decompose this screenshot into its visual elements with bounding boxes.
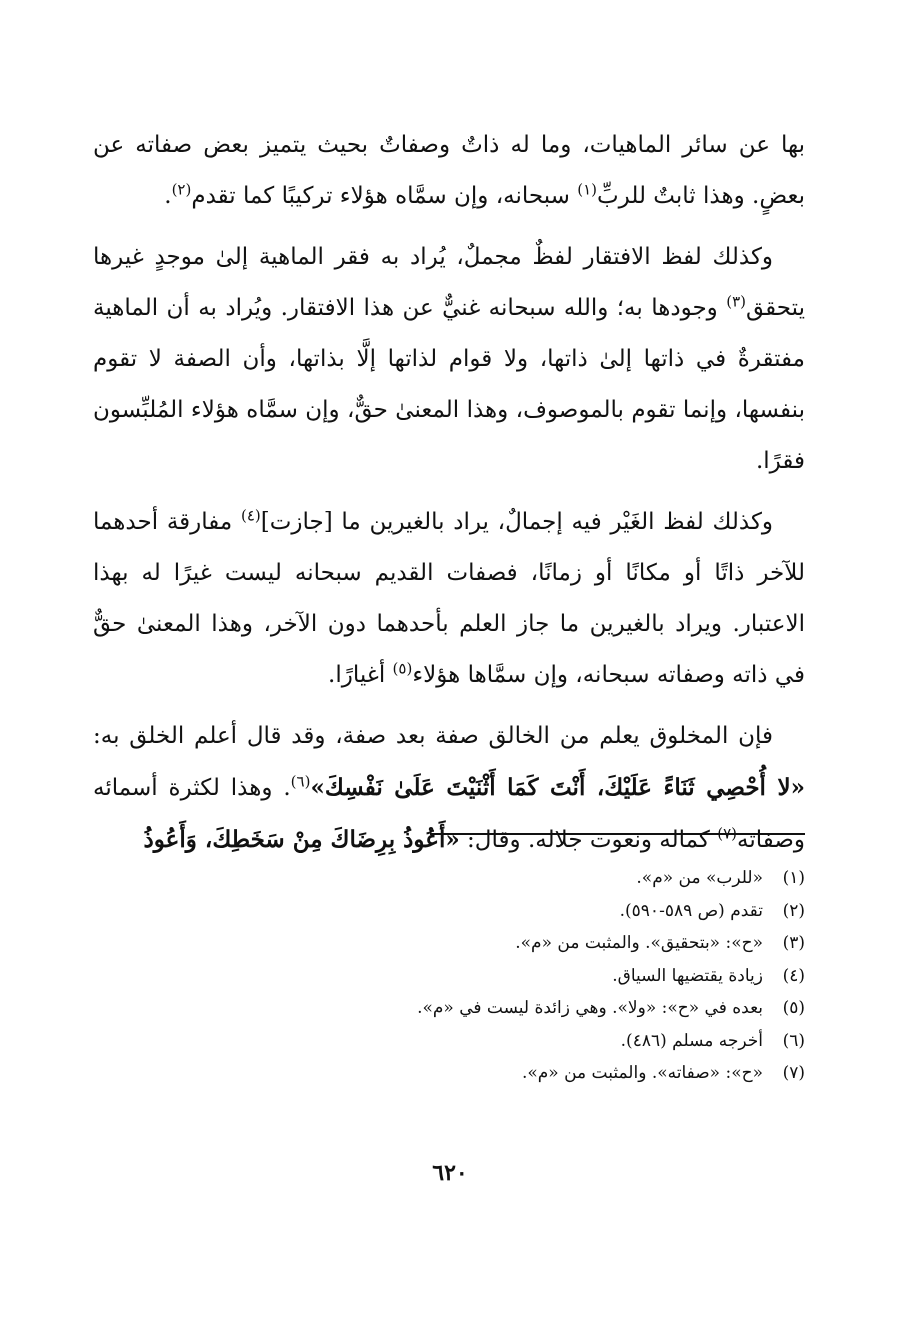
footnote-ref-6[interactable]: (٦) xyxy=(290,772,311,791)
paragraph-4-text: فإن المخلوق يعلم من الخالق صفة بعد صفة، وقد قال أعلم الخلق به: xyxy=(93,723,773,749)
footnote-ref-3[interactable]: (٣) xyxy=(726,292,746,311)
footnote-ref-7[interactable]: (٧) xyxy=(717,824,737,843)
footnote-item xyxy=(93,1057,805,1090)
hadith-quote-1: «لا أُحْصِي ثَنَاءً عَلَيْكَ، أَنْتَ كَمَا أَثْنَيْتَ عَلَىٰ نَفْسِكَ» xyxy=(310,774,805,801)
footnote-ref-5[interactable]: (٥) xyxy=(392,659,413,678)
paragraph-4 xyxy=(93,711,805,866)
paragraph-3-text-cont: مفارقة أحدهما للآخر ذاتًا أو مكانًا أو زمانًا، فصفات القديم سبحانه ليست غيرًا له بهذا الاعتبار. ويراد بالغيرين ما جاز العلم بأحدهما دون الآخر، وهذا المعنىٰ حقٌّ في ذاته وصفاته سبحانه، وإن سمَّاها هؤلاء xyxy=(93,509,805,688)
footnote-number: (٥) xyxy=(782,998,805,1018)
footnote-text: «ح»: «بتحقيق». والمثبت من «م». xyxy=(515,933,763,953)
paragraph-2 xyxy=(93,232,805,487)
paragraph-1-end: . xyxy=(164,183,172,209)
footnote-ref-1[interactable]: (١) xyxy=(577,180,598,199)
footnote-number: (١) xyxy=(782,868,805,888)
footnote-ref-2[interactable]: (٢) xyxy=(171,180,192,199)
footnote-ref-4[interactable]: (٤) xyxy=(240,506,261,525)
footnote-text: «للرب» من «م». xyxy=(636,868,763,888)
footnote-number: (٢) xyxy=(782,900,805,921)
footnote-item xyxy=(93,927,805,960)
footnote-text: زيادة يقتضيها السياق. xyxy=(612,965,763,986)
paragraph-3-end: أغيارًا. xyxy=(328,662,393,688)
footnote-item xyxy=(93,862,805,895)
paragraph-3-text: وكذلك لفظ الغَيْر فيه إجمالٌ، يراد بالغيرين ما [جازت] xyxy=(260,509,773,535)
main-text xyxy=(93,120,805,876)
paragraph-4-text-cont-2: كماله ونعوت جلاله. وقال: xyxy=(459,827,718,853)
footnotes-list xyxy=(93,862,805,1090)
footnote-separator xyxy=(430,833,805,835)
paragraph-3 xyxy=(93,497,805,701)
footnote-text: أخرجه مسلم (٤٨٦). xyxy=(620,1030,763,1051)
footnote-text: تقدم (ص ٥٨٩-٥٩٠). xyxy=(619,900,763,921)
footnote-text: بعده في «ح»: «ولا». وهي زائدة ليست في «م». xyxy=(417,998,763,1018)
footnote-item xyxy=(93,960,805,993)
footnote-number: (٧) xyxy=(782,1063,805,1083)
footnote-text: «ح»: «صفاته». والمثبت من «م». xyxy=(521,1063,763,1083)
footnote-number: (٣) xyxy=(782,933,805,953)
footnote-item xyxy=(93,895,805,928)
footnote-number: (٤) xyxy=(782,965,805,986)
paragraph-1-text-cont: سبحانه، وإن سمَّاه هؤلاء تركيبًا كما تقدم xyxy=(191,183,578,209)
footnote-item xyxy=(93,1025,805,1058)
paragraph-4-text-cont: . وهذا لكثرة أسمائه وصفاته xyxy=(93,775,805,853)
paragraph-1-text: بها عن سائر الماهيات، وما له ذاتٌ وصفاتٌ بحيث يتميز بعض صفاته عن بعضٍ. وهذا ثابتٌ للربِّ xyxy=(93,132,805,209)
page-number: ٦٢٠ xyxy=(432,1160,468,1186)
paragraph-2-text: وكذلك لفظ الافتقار لفظٌ مجملٌ، يُراد به فقر الماهية إلىٰ موجدٍ غيرها يتحقق xyxy=(93,244,805,321)
footnote-number: (٦) xyxy=(782,1030,805,1051)
footnote-item xyxy=(93,992,805,1025)
paragraph-1 xyxy=(93,120,805,222)
hadith-quote-2: «أَعُوذُ بِرِضَاكَ مِنْ سَخَطِكَ، وَأَعُوذُ xyxy=(143,826,460,853)
paragraph-2-text-cont: وجودها به؛ والله سبحانه غنيٌّ عن هذا الافتقار. ويُراد به أن الماهية مفتقرةٌ في ذاتها إلىٰ ذاتها، ولا قوام لذاتها إلَّا بذاتها، وأن الصفة لا تقوم بنفسها، وإنما تقوم بالموصوف، وهذا المعنىٰ حقٌّ، وإن سمَّاه هؤلاء المُلبِّسون فقرًا. xyxy=(93,295,805,474)
